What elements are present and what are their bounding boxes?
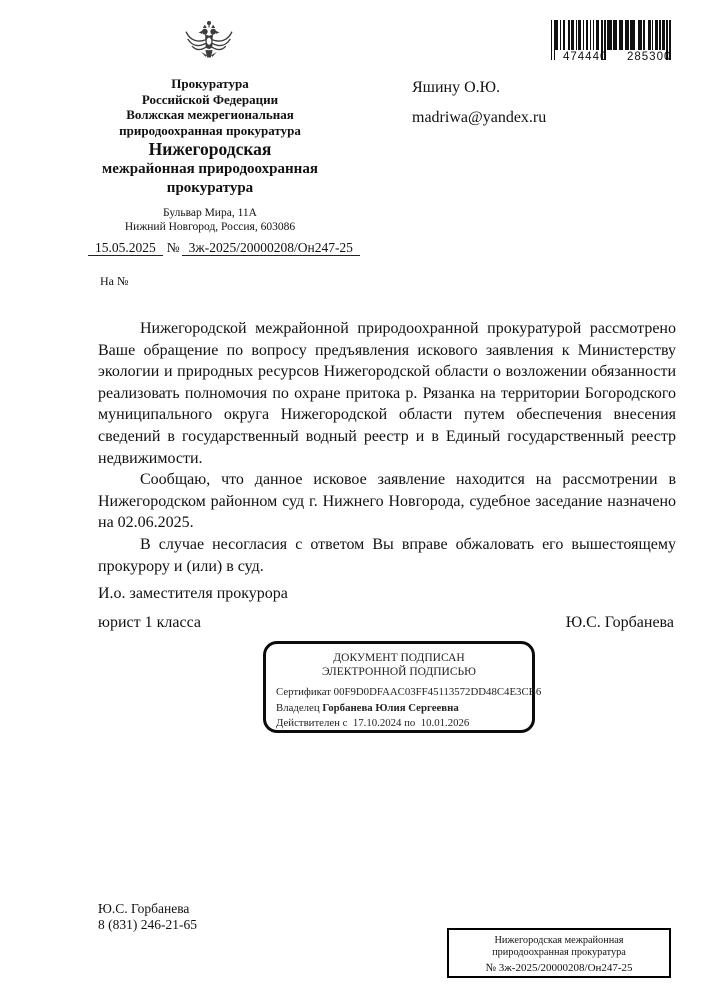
letterhead-org-line: Прокуратура bbox=[171, 76, 249, 91]
outgoing-reference-line bbox=[88, 240, 360, 256]
esign-cert-label: Сертификат bbox=[276, 686, 331, 698]
letterhead-address-city: Нижний Новгород, Россия, 603086 bbox=[124, 220, 296, 233]
barcode-digits-left: 474440 bbox=[563, 51, 608, 63]
registration-stamp bbox=[447, 928, 671, 978]
postal-barcode bbox=[551, 20, 689, 64]
reply-to-label: На № bbox=[100, 274, 129, 288]
esign-certificate-line bbox=[276, 685, 542, 701]
russia-coat-of-arms-icon bbox=[181, 14, 237, 74]
body-paragraph: Нижегородской межрайонной природоохранной прокуратурой рассмотрено Ваше обращение по вопросу предъявления искового заявления к Министерству экологии и природных ресурсов Нижегородской области о возложении обязанности реализовать полномочия по охране притока р. Рязанка на территории Богородского муниципального округа Нижегородской области путем обеспечения внесения сведений в государственный водный реестр и в Единый государственный реестр недвижимости. bbox=[98, 320, 676, 467]
letterhead bbox=[60, 76, 360, 234]
esign-owner-line bbox=[276, 701, 522, 717]
executor-contact bbox=[98, 901, 197, 933]
esign-title-line1: ДОКУМЕНТ ПОДПИСАН bbox=[333, 652, 465, 664]
letterhead-address-street: Бульвар Мира, 11А bbox=[163, 207, 257, 219]
body-paragraph: Сообщаю, что данное исковое заявление находится на рассмотрении в Нижегородском районном суд г. Нижнего Новгорода, судебное заседание назначено на 02.06.2025. bbox=[98, 471, 676, 532]
esign-owner-label: Владелец bbox=[276, 701, 320, 714]
esign-validity-line: Действителен с 17.10.2024 по 10.01.2026 bbox=[276, 717, 470, 729]
signer-role-line1: И.о. заместителя прокурора bbox=[98, 585, 288, 602]
esign-valid-from: 17.10.2024 bbox=[352, 717, 402, 729]
letterhead-office-name: Нижегородская bbox=[148, 139, 272, 159]
recipient-email: madriwa@yandex.ru bbox=[412, 109, 547, 126]
electronic-signature-stamp bbox=[263, 641, 542, 733]
letterhead-org-line: природоохранная прокуратура bbox=[119, 122, 301, 138]
letterhead-office-name: прокуратура bbox=[166, 180, 254, 196]
number-sign: № bbox=[166, 240, 180, 255]
signature-block bbox=[98, 585, 674, 632]
letterhead-org-line: Российской Федерации bbox=[141, 91, 279, 107]
letterhead-office-name: межрайонная природоохранная bbox=[102, 161, 318, 177]
signer-name: Ю.С. Горбанева bbox=[565, 614, 674, 631]
document-date: 15.05.2025 bbox=[88, 240, 163, 256]
recipient-name: Яшину О.Ю. bbox=[412, 79, 501, 96]
executor-phone: 8 (831) 246-21-65 bbox=[98, 917, 197, 932]
esign-owner-name: Горбанева Юлия Сергеевна bbox=[322, 701, 459, 714]
esign-valid-to: 10.01.2026 bbox=[420, 717, 470, 729]
document-number: 3ж-2025/20000208/Он247-25 bbox=[182, 240, 360, 256]
recipient-block bbox=[412, 78, 546, 128]
executor-name: Ю.С. Горбанева bbox=[98, 901, 190, 916]
registration-org-name: Нижегородская межрайонная природоохранная прокуратура bbox=[492, 935, 626, 958]
body-paragraph: В случае несогласия с ответом Вы вправе обжаловать его вышестоящему прокурору и (или) в суд. bbox=[98, 535, 676, 575]
letterhead-org-line: Волжская межрегиональная bbox=[126, 107, 294, 122]
letter-body bbox=[98, 318, 676, 577]
registration-number: 3ж-2025/20000208/Он247-25 bbox=[498, 961, 633, 974]
barcode-digits-right: 285300 bbox=[627, 51, 672, 63]
esign-title-line2: ЭЛЕКТРОННОЙ ПОДПИСЬЮ bbox=[322, 666, 476, 678]
signer-role-line2: юрист 1 класса bbox=[98, 614, 201, 631]
registration-number-line: № 3ж-2025/20000208/Он247-25 bbox=[485, 961, 633, 974]
esign-cert-value: 00F9D0DFAAC03FF45113572DD48C4E3CB6 bbox=[333, 686, 542, 698]
